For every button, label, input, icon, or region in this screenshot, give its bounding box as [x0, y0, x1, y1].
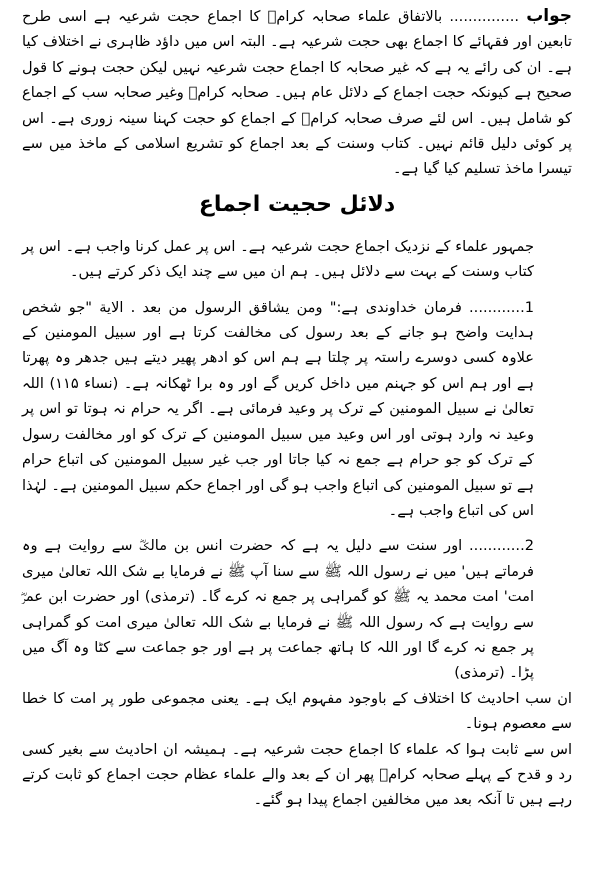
point-1-lead: فرمان خداوندی ہے:": [329, 298, 462, 316]
point-1-reference: (نساء ۱۱۵): [49, 374, 119, 392]
answer-label: جواب: [526, 6, 573, 26]
answer-text: بالاتفاق علماء صحابہ کرامؓ کا اجماع حجت شرعیہ ہے اسی طرح تابعین اور فقہائے کا اجماع بھی حجت شرعیہ ہے۔ البتہ اس میں داؤد ظاہری نے اختلاف کیا ہے۔ ان کی رائے یہ ہے کہ غیر صحابہ کا اجماع حجت شرعیہ نہیں لیکن حجت ہونے کا قول صحیح ہے کیونکہ حجت اجماع کے دلائل عام ہیں۔ صحابہ کرامؓ وغیر صحابہ سب کے اجماع کو شامل ہیں۔ اس لئے صرف صحابہ کرامؓ کے اجماع کو حجت کہنا سینہ زوری ہے۔ اس پر کوئی دلیل قائم نہیں۔ کتاب وسنت کے بعد اجماع کو تشریع اسلامی کے ماخذ میں سے تیسرا ماخذ تسلیم کیا گیا ہے۔: [22, 8, 572, 178]
section-heading: دلائل حجیت اجماع: [198, 191, 396, 217]
conclusion-paragraph-1: ان سب احادیث کا اختلاف کے باوجود مفہوم ایک ہے۔ یعنی مجموعی طور پر امت کا خطا سے معصوم ہونا۔: [22, 689, 572, 733]
point-1-paragraph: [22, 295, 572, 524]
point-1-rest: اللہ تعالیٰ نے سبیل المومنین کے ترک پر وعید فرمائی ہے۔ اگر یہ حرام نہ ہوتا تو اس پر وعید نہ وارد ہوتی اور اس وعید میں سبیل المومنین کے ترک کو اور مخالفت رسول کے ترک کو جو حرام ہے جمع نہ کیا جاتا اور جب غیر سبیل المومنین کی اتباع حرام ہے تو سبیل المومنین کی اتباع واجب ہو گی اور اجماع حکم سبیل المومنین ہے۔ لہٰذا اس کی اتباع واجب ہے۔: [22, 374, 534, 519]
point-2-text: اور سنت سے دلیل یہ ہے کہ حضرت انس بن مالکؓ سے روایت ہے وہ فرماتے ہیں' میں نے رسول اللہ ﷺ سے سنا آپ ﷺ نے فرمایا بے شک اللہ تعالیٰ میری امت' امت محمد یہ ﷺ کو گمراہی پر جمع نہ کرے گا۔ (ترمذی) اور حضرت ابن عمرؓ سے روایت ہے کہ رسول اللہ ﷺ نے فرمایا بے شک اللہ تعالیٰ میری امت کو گمراہی پر جمع نہ کرے گا اور اللہ کا ہاتھ جماعت پر ہے اور جو جماعت سے کٹا وہ آگ میں پڑا۔ (ترمذی): [22, 537, 534, 682]
quran-verse: ومن يشاقق الرسول من بعد . الاية: [99, 298, 323, 316]
conclusion-paragraph-2: اس سے ثابت ہوا کہ علماء کا اجماع حجت شرعیہ ہے۔ ہمیشہ ان احادیث سے بغیر کسی رد و قدح کے پہلے صحابہ کرامؓ پھر ان کے بعد والے علماء عظام حجت اجماع کو ثابت کرتے رہے ہیں تا آنکہ بعد میں مخالفین اجماع پیدا ہو گئے۔: [22, 740, 572, 809]
answer-paragraph: [22, 4, 572, 182]
point-1-dots: ............: [469, 298, 525, 316]
point-2-dots: ............: [469, 537, 525, 555]
point-1-text: "جو شخص ہدایت واضح ہو جانے کے بعد رسول کی مخالفت کرتا ہے اور سبیل المومنین کے علاوہ کسی دوسرے راستہ پر چلتا ہے ہم اس کو ادھر پھیر دیتے ہیں جدھر وہ پھرتا ہے اور ہم اس کو جہنم میں داخل کریں گے اور وہ برا ٹھکانہ ہے۔: [22, 298, 535, 392]
point-2-number: 2: [524, 537, 535, 555]
answer-dots: ...............: [449, 8, 519, 25]
point-2-paragraph: [22, 533, 572, 685]
point-1-number: 1: [524, 298, 535, 316]
intro-paragraph: جمہور علماء کے نزدیک اجماع حجت شرعیہ ہے۔ اس پر عمل کرنا واجب ہے۔ اس پر کتاب وسنت کے بہت سے دلائل ہیں۔ ہم ان میں سے چند ایک ذکر کرتے ہیں۔: [22, 237, 534, 281]
